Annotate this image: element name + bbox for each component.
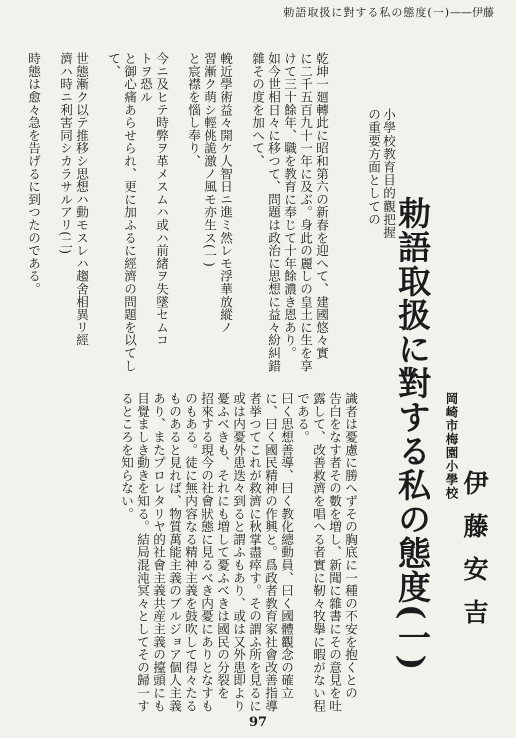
article-subtitle <box>366 108 396 239</box>
text-column: と御心痛あらせられ、更に加ふるに經濟の問題を以てし <box>122 52 137 372</box>
text-column: 濟ハ時ニ利害同シカラサルアリ(二) <box>58 52 73 255</box>
text-column: に、曰く國民精神の作興と。爲政者教育家社會改善指導 <box>263 392 278 712</box>
text-column: 識者は憂慮に勝へずその胸底に一種の不安を抱くとの <box>343 392 358 700</box>
text-column: 雜その度を加へて、 <box>250 52 265 168</box>
text-column: 目覺ましき動きを知る。結局混沌冥々としてその歸一す <box>135 392 150 712</box>
article-title: 勅語取扱に對する私の態度(一) <box>393 196 432 672</box>
text-column <box>41 52 57 382</box>
text-column: 告白をなす者その數を増し、新聞に雜書にその意見を吐 <box>327 392 342 712</box>
text-column: 曰く思想善導、曰く教化總動員、曰く國體觀念の確立 <box>279 392 294 700</box>
text-column: ものあると見れば、物質萬能主義のブルジョア個人主義 <box>167 392 182 712</box>
author-affiliation: 岡崎市梅園小學校 <box>444 392 459 500</box>
text-column: あり、またプロレタリヤ的社會主義共産主義の擡頭にも <box>151 392 166 712</box>
running-header-author: 伊藤 <box>472 6 494 19</box>
text-column: 或は内憂外患迭々到ると謂ふもあり、或は又外患即より <box>231 392 246 712</box>
text-column <box>233 52 249 382</box>
author-name: 伊藤安吉 <box>460 470 489 642</box>
text-column: である。 <box>295 392 310 444</box>
running-header-title: 勅語取扱に對する私の態度(一) <box>283 6 450 19</box>
text-column: トヲ恐ル <box>138 52 153 104</box>
text-column: 招來する現今の社會狀態に見るべき内憂にありとなすも <box>199 392 214 712</box>
text-column: のもある。徒に無内容なる精神主義を鼓吹して得々たる <box>183 392 198 712</box>
text-column: て、 <box>106 52 121 78</box>
text-column: 習漸ク萌シ輕佻詭激ノ風モ亦生ス(一) <box>202 52 217 268</box>
upper-body-text <box>9 52 329 382</box>
text-column: るところを知らない。 <box>119 392 134 520</box>
running-header-dash: —— <box>450 6 472 19</box>
text-column: 輓近學術益々開ケ人智日ニ進ミ然レモ浮華放縱ノ <box>218 52 233 334</box>
text-column <box>169 52 185 382</box>
text-column: 乾坤一廻轉此に昭和第六の新春を迎へて、建國悠々實 <box>314 52 329 360</box>
text-column: 憂ふべきも、それにも増して憂ふべきは國民の分裂を <box>215 392 230 700</box>
text-column: 露して、改善救濟を唱へる者實に靭々牧擧に暇がない程 <box>311 392 326 712</box>
text-column: 今ニ及ヒテ時弊ヲ革メスムハ或ハ前緒ヲ失墜セムコ <box>154 52 169 347</box>
running-header <box>134 6 494 38</box>
lower-body-text <box>8 392 358 720</box>
text-column: に二千五百九十一年に及ぶ。身此の麗しの皇土に生を享 <box>298 52 313 372</box>
subtitle-line-2: の重要方面としての <box>366 108 381 226</box>
text-column: けて三十餘年、職を教育に奉じて十年餘濃き恩あり。 <box>282 52 297 360</box>
text-column: 世態漸ク以テ推移シ思想ハ動モスレハ趨舍相異リ經 <box>74 52 89 347</box>
text-column: と宸襟を惱し奉り、 <box>186 52 201 168</box>
text-column: 者挙つてこれが救濟に秋掌盡瘁す。その謂ふ所を見るに <box>247 392 262 712</box>
page-number: 97 <box>248 715 268 730</box>
text-column <box>89 52 105 382</box>
subtitle-line-1: 小學校教育目的觀把握 <box>381 108 396 239</box>
text-column: 如今世相日々に移つて、問題は政治に思想に益々紛糾錯 <box>266 52 281 372</box>
text-column: 時態は愈々急を告げるに到つたのである。 <box>26 52 41 296</box>
